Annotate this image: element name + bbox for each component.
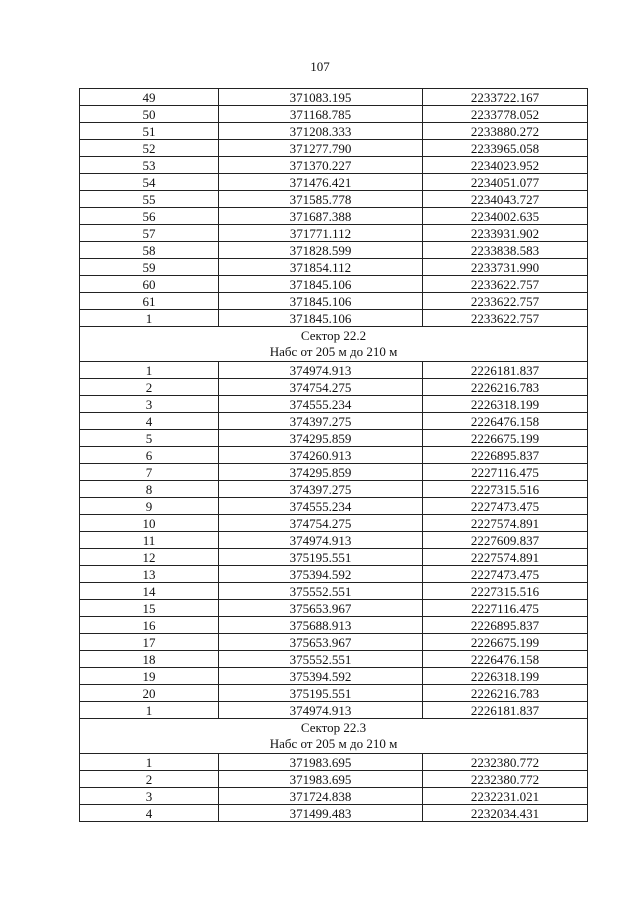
point-number-cell: 1 [80,362,219,379]
x-coordinate-cell: 375195.551 [219,549,423,566]
point-number-cell: 49 [80,89,219,106]
y-coordinate-cell: 2233778.052 [423,106,588,123]
table-row [80,617,588,634]
y-coordinate-cell: 2226181.837 [423,362,588,379]
point-number-cell: 15 [80,600,219,617]
point-number-cell: 56 [80,208,219,225]
table-row [80,242,588,259]
y-coordinate-cell: 2226675.199 [423,430,588,447]
table-row [80,191,588,208]
point-number-cell: 60 [80,276,219,293]
table-row [80,174,588,191]
point-number-cell: 3 [80,788,219,805]
x-coordinate-cell: 371370.227 [219,157,423,174]
y-coordinate-cell: 2226476.158 [423,413,588,430]
point-number-cell: 4 [80,413,219,430]
x-coordinate-cell: 375552.551 [219,583,423,600]
y-coordinate-cell: 2232231.021 [423,788,588,805]
y-coordinate-cell: 2227315.516 [423,481,588,498]
x-coordinate-cell: 374260.913 [219,447,423,464]
table-row [80,157,588,174]
x-coordinate-cell: 374974.913 [219,702,423,719]
point-number-cell: 6 [80,447,219,464]
coordinates-table-body [80,89,588,822]
point-number-cell: 1 [80,702,219,719]
y-coordinate-cell: 2227473.475 [423,566,588,583]
point-number-cell: 58 [80,242,219,259]
point-number-cell: 3 [80,396,219,413]
y-coordinate-cell: 2227315.516 [423,583,588,600]
table-row [80,447,588,464]
point-number-cell: 12 [80,549,219,566]
sector-title: Сектор 22.3 [300,720,367,735]
table-row [80,651,588,668]
coordinates-table [79,88,588,822]
point-number-cell: 61 [80,293,219,310]
x-coordinate-cell: 375394.592 [219,566,423,583]
x-coordinate-cell: 374555.234 [219,396,423,413]
y-coordinate-cell: 2233722.167 [423,89,588,106]
y-coordinate-cell: 2233931.902 [423,225,588,242]
x-coordinate-cell: 371687.388 [219,208,423,225]
point-number-cell: 2 [80,771,219,788]
y-coordinate-cell: 2227473.475 [423,498,588,515]
y-coordinate-cell: 2226216.783 [423,379,588,396]
table-row [80,396,588,413]
y-coordinate-cell: 2226895.837 [423,617,588,634]
x-coordinate-cell: 375552.551 [219,651,423,668]
x-coordinate-cell: 371476.421 [219,174,423,191]
table-row [80,583,588,600]
x-coordinate-cell: 371983.695 [219,754,423,771]
point-number-cell: 18 [80,651,219,668]
table-row [80,225,588,242]
sector-elevation-range: Набс от 205 м до 210 м [269,344,398,359]
point-number-cell: 1 [80,754,219,771]
point-number-cell: 14 [80,583,219,600]
table-row [80,805,588,822]
y-coordinate-cell: 2227574.891 [423,515,588,532]
x-coordinate-cell: 374974.913 [219,532,423,549]
table-row [80,464,588,481]
page-number: 107 [310,59,330,74]
x-coordinate-cell: 371724.838 [219,788,423,805]
x-coordinate-cell: 374555.234 [219,498,423,515]
y-coordinate-cell: 2226318.199 [423,668,588,685]
x-coordinate-cell: 374974.913 [219,362,423,379]
sector-header-row [80,719,588,754]
y-coordinate-cell: 2226181.837 [423,702,588,719]
point-number-cell: 19 [80,668,219,685]
table-row [80,123,588,140]
sector-elevation-range: Набс от 205 м до 210 м [269,736,398,751]
point-number-cell: 8 [80,481,219,498]
table-row [80,362,588,379]
point-number-cell: 17 [80,634,219,651]
x-coordinate-cell: 371585.778 [219,191,423,208]
y-coordinate-cell: 2234051.077 [423,174,588,191]
y-coordinate-cell: 2226216.783 [423,685,588,702]
point-number-cell: 1 [80,310,219,327]
x-coordinate-cell: 375195.551 [219,685,423,702]
x-coordinate-cell: 374754.275 [219,379,423,396]
x-coordinate-cell: 371277.790 [219,140,423,157]
x-coordinate-cell: 371845.106 [219,276,423,293]
sector-title: Сектор 22.2 [300,328,367,343]
table-row [80,379,588,396]
x-coordinate-cell: 371983.695 [219,771,423,788]
table-row [80,89,588,106]
x-coordinate-cell: 374397.275 [219,413,423,430]
x-coordinate-cell: 371828.599 [219,242,423,259]
point-number-cell: 59 [80,259,219,276]
x-coordinate-cell: 371168.785 [219,106,423,123]
y-coordinate-cell: 2233622.757 [423,310,588,327]
y-coordinate-cell: 2232380.772 [423,771,588,788]
point-number-cell: 9 [80,498,219,515]
y-coordinate-cell: 2227116.475 [423,464,588,481]
table-row [80,310,588,327]
sector-header-row [80,327,588,362]
point-number-cell: 11 [80,532,219,549]
y-coordinate-cell: 2233622.757 [423,276,588,293]
point-number-cell: 57 [80,225,219,242]
y-coordinate-cell: 2226895.837 [423,447,588,464]
y-coordinate-cell: 2234043.727 [423,191,588,208]
point-number-cell: 4 [80,805,219,822]
x-coordinate-cell: 371845.106 [219,310,423,327]
table-row [80,754,588,771]
table-row [80,685,588,702]
table-row [80,771,588,788]
x-coordinate-cell: 371854.112 [219,259,423,276]
point-number-cell: 20 [80,685,219,702]
table-row [80,106,588,123]
x-coordinate-cell: 374295.859 [219,430,423,447]
table-row [80,600,588,617]
y-coordinate-cell: 2233880.272 [423,123,588,140]
table-row [80,208,588,225]
x-coordinate-cell: 375688.913 [219,617,423,634]
point-number-cell: 16 [80,617,219,634]
y-coordinate-cell: 2227574.891 [423,549,588,566]
x-coordinate-cell: 374295.859 [219,464,423,481]
table-row [80,788,588,805]
table-row [80,276,588,293]
y-coordinate-cell: 2233731.990 [423,259,588,276]
y-coordinate-cell: 2233965.058 [423,140,588,157]
x-coordinate-cell: 371499.483 [219,805,423,822]
table-row [80,481,588,498]
y-coordinate-cell: 2227116.475 [423,600,588,617]
point-number-cell: 54 [80,174,219,191]
table-row [80,293,588,310]
table-row [80,634,588,651]
point-number-cell: 2 [80,379,219,396]
x-coordinate-cell: 371771.112 [219,225,423,242]
table-row [80,140,588,157]
point-number-cell: 50 [80,106,219,123]
sector-header-cell [80,719,588,754]
point-number-cell: 53 [80,157,219,174]
table-row [80,702,588,719]
y-coordinate-cell: 2227609.837 [423,532,588,549]
x-coordinate-cell: 371083.195 [219,89,423,106]
point-number-cell: 7 [80,464,219,481]
table-row [80,413,588,430]
table-row [80,430,588,447]
y-coordinate-cell: 2233622.757 [423,293,588,310]
point-number-cell: 51 [80,123,219,140]
x-coordinate-cell: 374754.275 [219,515,423,532]
table-row [80,566,588,583]
y-coordinate-cell: 2233838.583 [423,242,588,259]
table-row [80,515,588,532]
x-coordinate-cell: 374397.275 [219,481,423,498]
x-coordinate-cell: 371845.106 [219,293,423,310]
table-row [80,532,588,549]
point-number-cell: 10 [80,515,219,532]
point-number-cell: 55 [80,191,219,208]
y-coordinate-cell: 2234002.635 [423,208,588,225]
sector-header-cell [80,327,588,362]
y-coordinate-cell: 2232034.431 [423,805,588,822]
table-row [80,668,588,685]
y-coordinate-cell: 2232380.772 [423,754,588,771]
table-row [80,259,588,276]
x-coordinate-cell: 375653.967 [219,634,423,651]
x-coordinate-cell: 375394.592 [219,668,423,685]
y-coordinate-cell: 2226476.158 [423,651,588,668]
table-row [80,498,588,515]
y-coordinate-cell: 2226318.199 [423,396,588,413]
x-coordinate-cell: 371208.333 [219,123,423,140]
point-number-cell: 52 [80,140,219,157]
y-coordinate-cell: 2226675.199 [423,634,588,651]
y-coordinate-cell: 2234023.952 [423,157,588,174]
x-coordinate-cell: 375653.967 [219,600,423,617]
point-number-cell: 13 [80,566,219,583]
table-row [80,549,588,566]
point-number-cell: 5 [80,430,219,447]
